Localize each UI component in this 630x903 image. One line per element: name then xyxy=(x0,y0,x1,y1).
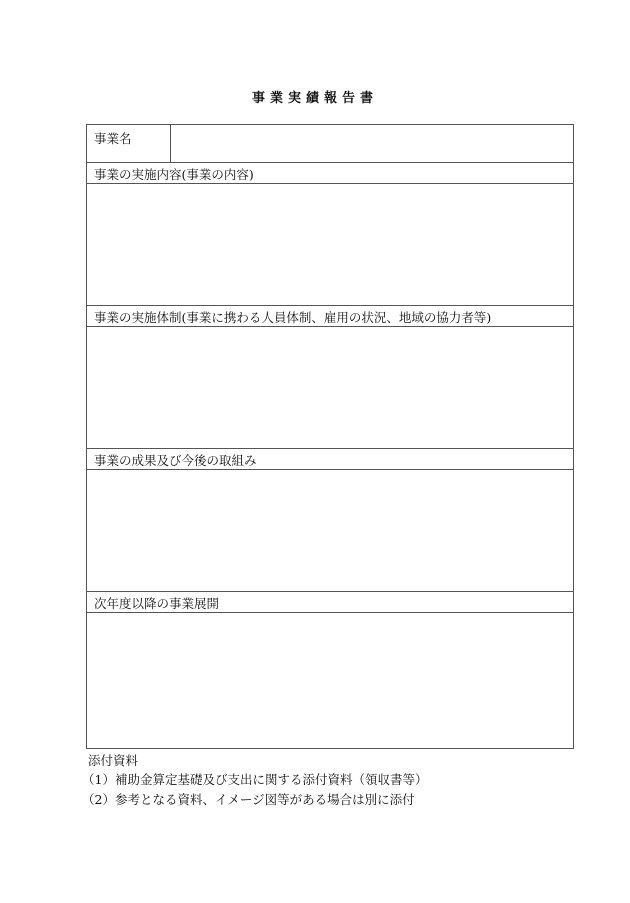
business-name-label: 事業名 xyxy=(87,125,171,162)
business-name-field[interactable] xyxy=(171,125,573,162)
section-body-results[interactable] xyxy=(87,469,573,591)
section-body-structure[interactable] xyxy=(87,326,573,448)
attachment-item: （1）補助金算定基礎及び支出に関する添付資料（領収書等） xyxy=(82,772,428,787)
attachment-item: （2）参考となる資料、イメージ図等がある場合は別に添付 xyxy=(82,792,415,807)
business-name-row xyxy=(87,125,573,162)
attachments-heading: 添付資料 xyxy=(88,753,139,768)
section-header-implementation: 事業の実施内容(事業の内容) xyxy=(87,162,573,183)
document-title: 事業実績報告書 xyxy=(251,91,378,106)
section-header-results: 事業の成果及び今後の取組み xyxy=(87,448,573,469)
section-header-structure: 事業の実施体制(事業に携わる人員体制、雇用の状況、地域の協力者等) xyxy=(87,305,573,326)
section-header-next-year: 次年度以降の事業展開 xyxy=(87,591,573,612)
report-table xyxy=(86,124,574,749)
section-body-next-year[interactable] xyxy=(87,612,573,748)
section-body-implementation[interactable] xyxy=(87,183,573,305)
